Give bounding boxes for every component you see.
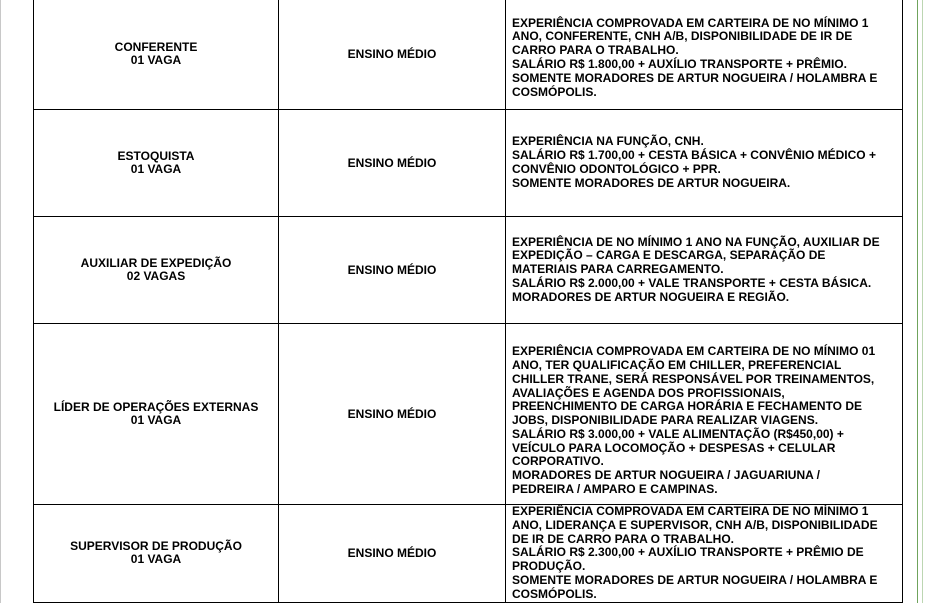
education-cell	[279, 217, 506, 324]
education-level: ENSINO MÉDIO	[347, 156, 437, 170]
job-title: ESTOQUISTA	[117, 148, 195, 163]
requirement-line: CORPORATIVO.	[512, 454, 604, 469]
education-cell	[279, 110, 506, 217]
requirement-line: SALÁRIO R$ 1.700,00 + CESTA BÁSICA + CONVÊNIO MÉDICO +	[512, 148, 876, 163]
job-row	[34, 0, 903, 110]
requirement-line: PRODUÇÃO.	[512, 559, 586, 574]
job-vacancies: 01 VAGA	[130, 552, 182, 567]
requirements-text	[512, 9, 898, 100]
requirement-line: EXPERIÊNCIA DE NO MÍNIMO 1 ANO NA FUNÇÃO, AUXILIAR DE	[512, 234, 880, 249]
requirement-line: SOMENTE MORADORES DE ARTUR NOGUEIRA / HOLAMBRA E	[512, 70, 878, 85]
page-right-border-outer	[922, 0, 923, 603]
job-vacancies: 01 VAGA	[130, 162, 182, 176]
job-vacancies: 02 VAGAS	[126, 269, 186, 283]
job-title: AUXILIAR DE EXPEDIÇÃO	[80, 255, 232, 270]
requirement-line: CONVÊNIO ODONTOLÓGICO + PPR.	[512, 162, 721, 176]
requirement-line: SALÁRIO R$ 3.000,00 + VALE ALIMENTAÇÃO (R$450,00) +	[512, 426, 844, 441]
requirements-cell	[506, 110, 903, 217]
education-level: ENSINO MÉDIO	[347, 546, 437, 561]
job-row	[34, 505, 903, 603]
requirement-line: ANO, CONFERENTE, CNH A/B, DISPONIBILIDADE DE IR DE	[512, 29, 853, 44]
job-title: LÍDER DE OPERAÇÕES EXTERNAS	[53, 399, 259, 414]
job-title-cell	[34, 110, 279, 217]
job-title-cell	[34, 324, 279, 505]
requirement-line: MATERIAIS PARA CARREGAMENTO.	[512, 262, 724, 277]
requirement-line: CARRO PARA O TRABALHO.	[512, 43, 679, 58]
job-vacancies: 01 VAGA	[130, 53, 182, 67]
requirement-line: MORADORES DE ARTUR NOGUEIRA / JAGUARIUNA /	[512, 468, 821, 483]
requirement-line: SALÁRIO R$ 2.000,00 + VALE TRANSPORTE + CESTA BÁSICA.	[512, 275, 872, 290]
job-row	[34, 110, 903, 217]
requirements-cell	[506, 0, 903, 110]
requirement-line: EXPEDIÇÃO – CARGA E DESCARGA, SEPARAÇÃO DE	[512, 248, 826, 263]
job-vacancies: 01 VAGA	[130, 413, 182, 427]
page-right-border	[917, 0, 918, 603]
requirements-cell	[506, 217, 903, 324]
requirement-line: PREENCHIMENTO DE CARGA HORÁRIA E FECHAMENTO DE	[512, 399, 863, 414]
requirements-text	[512, 331, 898, 497]
page-left-edge	[0, 0, 1, 603]
job-title-cell	[34, 217, 279, 324]
education-level: ENSINO MÉDIO	[347, 407, 437, 421]
requirement-line: VEÍCULO PARA LOCOMOÇÃO + DESPESAS + CELULAR	[512, 440, 836, 455]
job-title: CONFERENTE	[114, 39, 198, 54]
job-openings-table	[33, 0, 903, 603]
requirement-line: SALÁRIO R$ 2.300,00 + AUXÍLIO TRANSPORTE + PRÊMIO DE	[512, 545, 864, 560]
requirement-line: ANO, TER QUALIFICAÇÃO EM CHILLER, PREFERENCIAL	[512, 357, 842, 372]
requirement-line: COSMÓPOLIS.	[512, 84, 597, 99]
requirements-text	[512, 236, 898, 305]
job-row	[34, 324, 903, 505]
requirement-line: DE IR DE CARRO PARA O TRABALHO.	[512, 531, 734, 546]
education-cell	[279, 505, 506, 603]
requirement-line: EXPERIÊNCIA COMPROVADA EM CARTEIRA DE NO MÍNIMO 01	[512, 344, 876, 359]
requirement-line: SOMENTE MORADORES DE ARTUR NOGUEIRA.	[512, 175, 791, 190]
job-title-cell	[34, 505, 279, 603]
requirement-line: COSMÓPOLIS.	[512, 586, 597, 601]
requirements-text	[512, 505, 898, 602]
job-title-cell	[34, 0, 279, 110]
requirement-line: EXPERIÊNCIA COMPROVADA EM CARTEIRA DE NO MÍNIMO 1	[512, 504, 869, 518]
requirement-line: SALÁRIO R$ 1.800,00 + AUXÍLIO TRANSPORTE + PRÊMIO.	[512, 57, 847, 71]
requirement-line: ANO, LIDERANÇA E SUPERVISOR, CNH A/B, DISPONIBILIDADE	[512, 517, 878, 532]
education-cell	[279, 0, 506, 110]
job-title: SUPERVISOR DE PRODUÇÃO	[70, 538, 242, 553]
requirement-line: PEDREIRA / AMPARO E CAMPINAS.	[512, 482, 718, 497]
requirement-line: AVALIAÇÕES E AGENDA DOS PROFISSIONAIS,	[512, 385, 785, 400]
requirements-cell	[506, 505, 903, 603]
requirements-text	[512, 135, 898, 190]
requirement-line: JOBS, DISPONIBILIDADE PARA REALIZAR VIAGENS.	[512, 413, 819, 428]
requirement-line: CHILLER TRANE, SERÁ RESPONSÁVEL POR TREINAMENTOS,	[512, 371, 875, 386]
requirements-cell	[506, 324, 903, 505]
job-row	[34, 217, 903, 324]
requirement-line: EXPERIÊNCIA COMPROVADA EM CARTEIRA DE NO MÍNIMO 1	[512, 15, 869, 30]
education-level: ENSINO MÉDIO	[347, 263, 437, 277]
education-cell	[279, 324, 506, 505]
requirement-line: MORADORES DE ARTUR NOGUEIRA E REGIÃO.	[512, 289, 790, 304]
requirement-line: SOMENTE MORADORES DE ARTUR NOGUEIRA / HOLAMBRA E	[512, 572, 878, 587]
requirement-line: EXPERIÊNCIA NA FUNÇÃO, CNH.	[512, 134, 704, 149]
education-level: ENSINO MÉDIO	[347, 47, 437, 61]
